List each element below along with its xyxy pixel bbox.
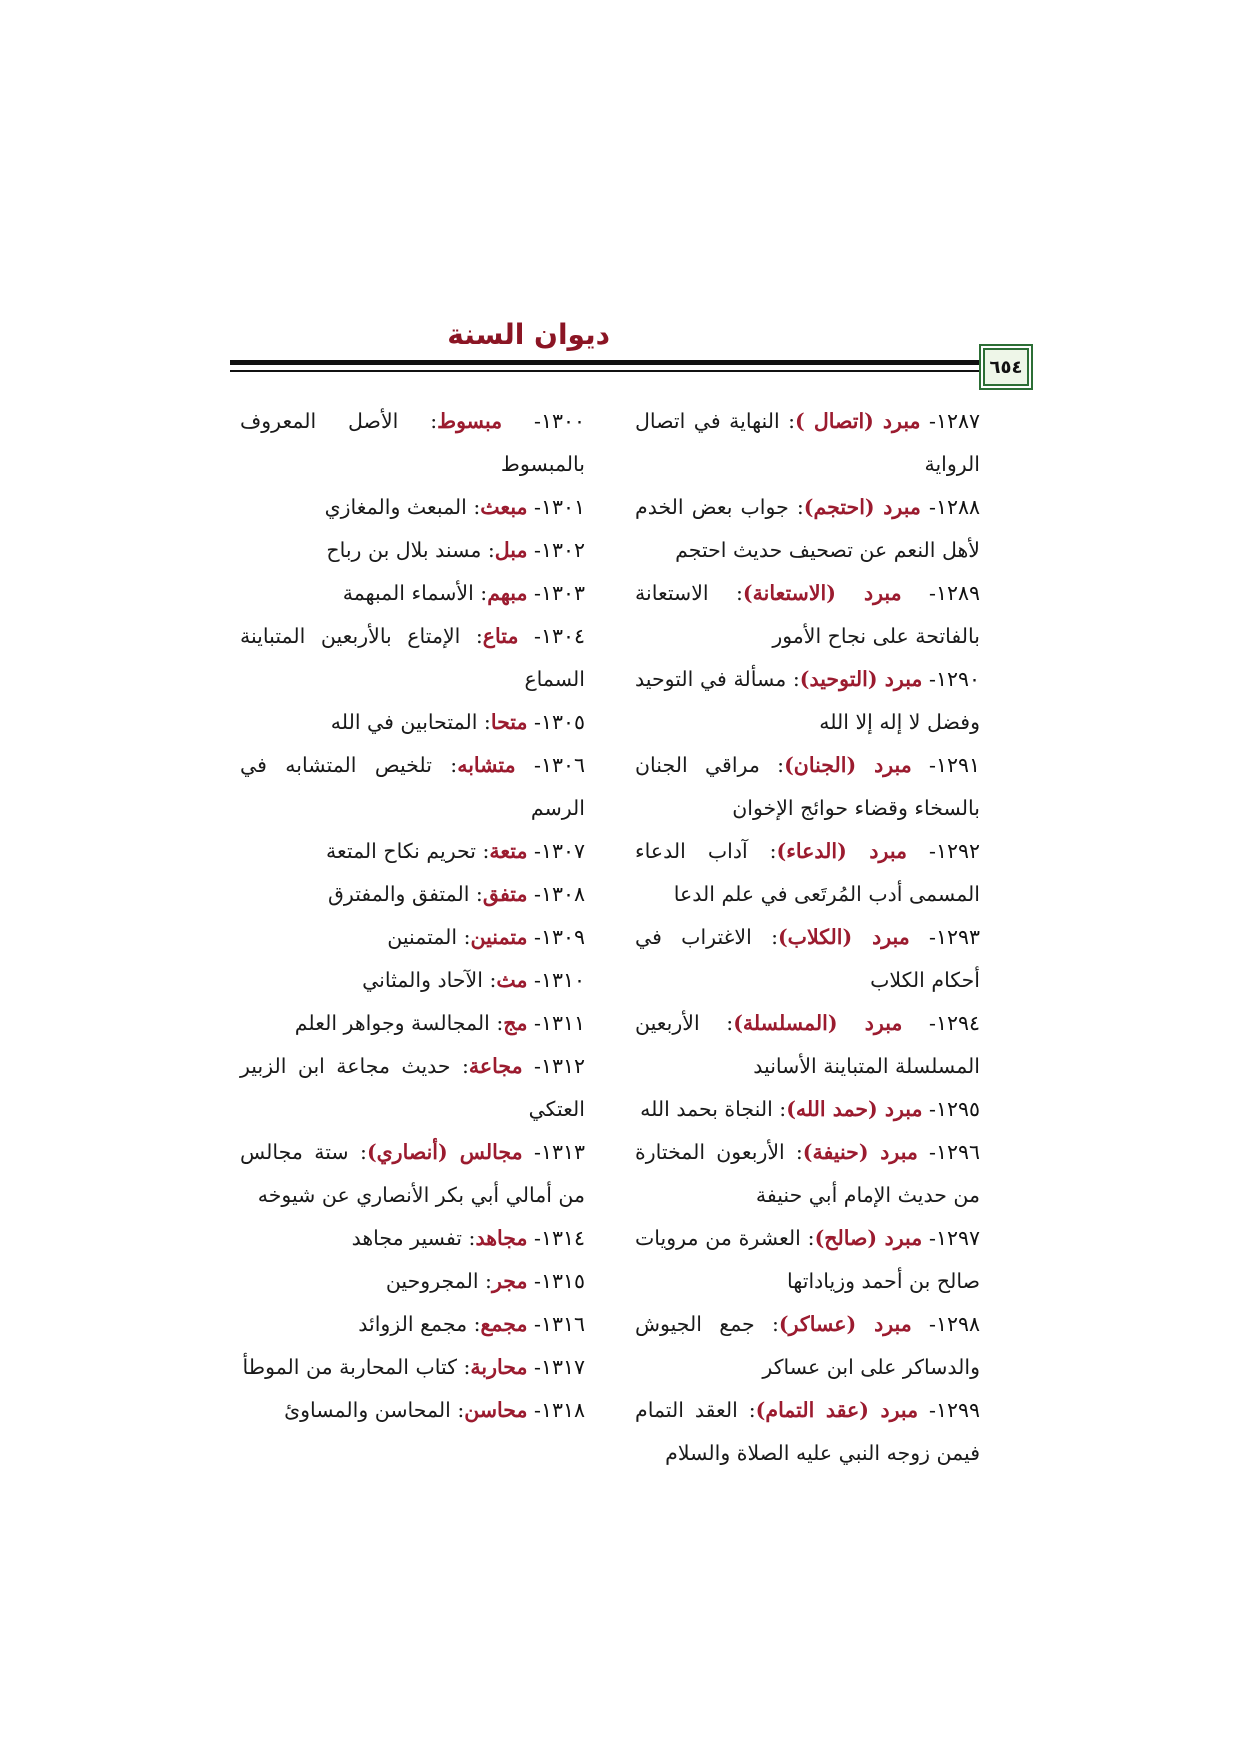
list-item	[240, 1303, 585, 1346]
left-column	[240, 400, 585, 1432]
entry-code: محاسن	[464, 1398, 528, 1422]
entry-title: : مسألة في التوحيد وفضل لا إله إلا الله	[635, 667, 980, 734]
entry-title: : مجمع الزوائد	[358, 1312, 481, 1336]
entry-code: مث	[496, 968, 528, 992]
entry-number: ١٣١٢-	[534, 1054, 585, 1078]
entry-number: ١٣١٥-	[534, 1269, 585, 1293]
entry-code: مبرد (الاستعانة)	[742, 581, 902, 605]
entry-code: مبسوط	[437, 409, 503, 433]
entry-code: مبرد (حنيفة)	[802, 1140, 918, 1164]
entry-title: : الأربعين المسلسلة المتباينة الأسانيد	[635, 1011, 980, 1078]
entry-code: متمنين	[470, 925, 528, 949]
entry-title: : الآحاد والمثاني	[362, 968, 497, 992]
entry-number: ١٢٩٣-	[929, 925, 980, 949]
entry-number: ١٣١٠-	[534, 968, 585, 992]
header-rule-thin	[230, 370, 980, 372]
entry-number: ١٣٠٣-	[534, 581, 585, 605]
entry-number: ١٣٠٩-	[534, 925, 585, 949]
entry-code: مبل	[494, 538, 528, 562]
entry-code: مجاعة	[468, 1054, 523, 1078]
entry-title: : المتحابين في الله	[330, 710, 491, 734]
entry-code: مبرد (التوحيد)	[799, 667, 923, 691]
entry-title: : المحاسن والمساوئ	[284, 1398, 465, 1422]
entry-number: ١٣٠٥-	[534, 710, 585, 734]
entry-code: مجمع	[480, 1312, 528, 1336]
list-item	[635, 486, 980, 572]
entry-code: متحا	[490, 710, 528, 734]
entry-code: مبرد (الجنان)	[784, 753, 912, 777]
list-item	[635, 1389, 980, 1475]
list-item	[635, 1088, 980, 1131]
entry-code: مبرد (عساكر)	[778, 1312, 912, 1336]
entry-number: ١٢٩٦-	[929, 1140, 980, 1164]
list-item	[635, 1131, 980, 1217]
list-item	[240, 1260, 585, 1303]
page-number-frame	[983, 348, 1029, 386]
list-item	[240, 744, 585, 830]
book-title: ديوان السنة	[447, 318, 610, 351]
entry-code: مبرد (اتصال )	[795, 409, 921, 433]
list-item	[240, 1217, 585, 1260]
entry-number: ١٢٩٨-	[929, 1312, 980, 1336]
entry-title: : المتمنين	[387, 925, 471, 949]
entry-number: ١٣١٣-	[534, 1140, 585, 1164]
entry-title: : مسند بلال بن رباح	[326, 538, 495, 562]
entry-number: ١٣١٧-	[534, 1355, 585, 1379]
entry-number: ١٢٩٩-	[929, 1398, 980, 1422]
header-rule-thick	[230, 360, 980, 365]
entry-number: ١٢٩٠-	[929, 667, 980, 691]
list-item	[240, 1346, 585, 1389]
entry-number: ١٣١١-	[534, 1011, 585, 1035]
page-header	[230, 318, 1023, 390]
list-item	[635, 658, 980, 744]
entry-number: ١٣٠٦-	[534, 753, 585, 777]
entry-code: مبعث	[480, 495, 528, 519]
list-item	[635, 830, 980, 916]
entry-title: : النجاة بحمد الله	[640, 1097, 787, 1121]
entry-title: : الإمتاع بالأربعين المتباينة السماع	[240, 624, 585, 691]
right-column	[635, 400, 980, 1475]
entry-title: : الأسماء المبهمة	[342, 581, 488, 605]
list-item	[240, 1389, 585, 1432]
list-item	[240, 1002, 585, 1045]
entry-title: : العشرة من مرويات صالح بن أحمد وزياداتها	[635, 1226, 980, 1293]
entry-number: ١٣٠٧-	[534, 839, 585, 863]
entry-title: : تحريم نكاح المتعة	[326, 839, 490, 863]
entry-title: : المجروحين	[385, 1269, 492, 1293]
entry-number: ١٣٠٤-	[534, 624, 585, 648]
entry-code: مبرد (احتجم)	[803, 495, 921, 519]
list-item	[240, 486, 585, 529]
list-item	[635, 572, 980, 658]
entry-number: ١٢٩٧-	[929, 1226, 980, 1250]
entry-title: : المجالسة وجواهر العلم	[294, 1011, 504, 1035]
entry-code: مجالس (أنصاري)	[366, 1140, 523, 1164]
list-item	[635, 1002, 980, 1088]
entry-code: مبهم	[487, 581, 528, 605]
entry-number: ١٢٨٨-	[929, 495, 980, 519]
list-item	[240, 959, 585, 1002]
entry-title: : الأصل المعروف بالمبسوط	[240, 409, 585, 476]
entry-number: ١٢٩٢-	[929, 839, 980, 863]
entry-code: محاربة	[470, 1355, 528, 1379]
entry-title: : العقد التمام فيمن زوجه النبي عليه الصلاة والسلام	[635, 1398, 980, 1465]
entry-title: : حديث مجاعة ابن الزبير العتكي	[240, 1054, 585, 1121]
list-item	[635, 744, 980, 830]
entry-title: : الأربعون المختارة من حديث الإمام أبي حنيفة	[635, 1140, 980, 1207]
entry-title: : الاستعانة بالفاتحة على نجاح الأمور	[635, 581, 980, 648]
entry-number: ١٣١٤-	[534, 1226, 585, 1250]
entry-number: ١٣٠٠-	[534, 409, 585, 433]
entry-code: متعة	[489, 839, 528, 863]
entry-number: ١٣٠٢-	[534, 538, 585, 562]
entry-title: : المتفق والمفترق	[327, 882, 483, 906]
entry-title: : تفسير مجاهد	[351, 1226, 476, 1250]
list-item	[240, 873, 585, 916]
list-item	[240, 529, 585, 572]
entry-code: متشابه	[457, 753, 516, 777]
entry-code: مجاهد	[475, 1226, 528, 1250]
list-item	[240, 572, 585, 615]
list-item	[635, 1303, 980, 1389]
entry-number: ١٣٠١-	[534, 495, 585, 519]
entry-number: ١٢٩٥-	[929, 1097, 980, 1121]
page-number: ٦٥٤	[989, 356, 1023, 378]
entry-title: : النهاية في اتصال الرواية	[635, 409, 980, 476]
entry-title: : مراقي الجنان بالسخاء وقضاء حوائج الإخوان	[635, 753, 980, 820]
entry-number: ١٢٩١-	[929, 753, 980, 777]
entry-number: ١٢٨٩-	[929, 581, 980, 605]
entry-code: مبرد (صالح)	[814, 1226, 923, 1250]
list-item	[240, 615, 585, 701]
list-item	[240, 701, 585, 744]
list-item	[635, 916, 980, 1002]
entry-title: : جواب بعض الخدم لأهل النعم عن تصحيف حديث احتجم	[635, 495, 980, 562]
entry-number: ١٢٩٤-	[929, 1011, 980, 1035]
entry-number: ١٣٠٨-	[534, 882, 585, 906]
list-item	[240, 400, 585, 486]
list-item	[635, 400, 980, 486]
entry-title: : الاغتراب في أحكام الكلاب	[635, 925, 980, 992]
entry-code: مبرد (الدعاء)	[776, 839, 907, 863]
entries-area	[240, 400, 980, 1600]
entry-title: : جمع الجيوش والدساكر على ابن عساكر	[635, 1312, 980, 1379]
entry-code: مج	[503, 1011, 528, 1035]
entry-code: مبرد (عقد التمام)	[755, 1398, 919, 1422]
list-item	[240, 1131, 585, 1217]
list-item	[240, 916, 585, 959]
entry-code: متفق	[482, 882, 528, 906]
entry-code: مجر	[491, 1269, 528, 1293]
entry-code: مبرد (الكلاب)	[777, 925, 910, 949]
entry-title: : آداب الدعاء المسمى أدب المُرتَعى في علم الدعا	[635, 839, 980, 906]
entry-title: : ستة مجالس من أمالي أبي بكر الأنصاري عن شيوخه	[240, 1140, 585, 1207]
list-item	[240, 830, 585, 873]
entry-code: متاع	[482, 624, 519, 648]
entry-title: : المبعث والمغازي	[324, 495, 481, 519]
entry-title: : تلخيص المتشابه في الرسم	[240, 753, 585, 820]
list-item	[635, 1217, 980, 1303]
entry-number: ١٣١٨-	[534, 1398, 585, 1422]
entry-number: ١٣١٦-	[534, 1312, 585, 1336]
entry-code: مبرد (المسلسلة)	[733, 1011, 903, 1035]
entry-code: مبرد (حمد الله)	[786, 1097, 923, 1121]
list-item	[240, 1045, 585, 1131]
entry-title: : كتاب المحاربة من الموطأ	[242, 1355, 471, 1379]
entry-number: ١٢٨٧-	[929, 409, 980, 433]
